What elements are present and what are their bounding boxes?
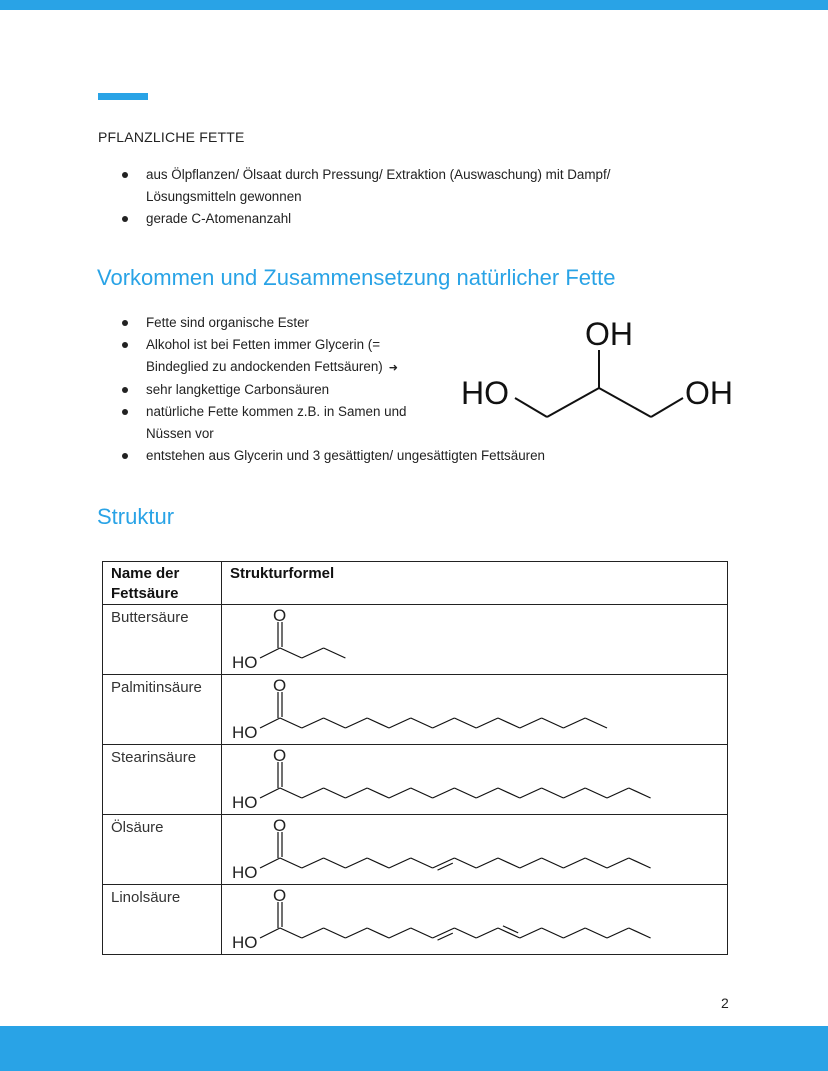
bond-line: [345, 858, 367, 868]
hydroxyl-label: HO: [232, 653, 258, 671]
bond-line: [542, 788, 564, 798]
bond-line: [520, 928, 542, 938]
bond-line: [585, 858, 607, 868]
bond-line: [476, 788, 498, 798]
structural-formula: [222, 885, 727, 951]
heading-struktur: Struktur: [97, 504, 175, 529]
bond-line: [585, 788, 607, 798]
bond-line: [585, 718, 607, 728]
bond-line: [411, 858, 433, 868]
bond-line: [563, 788, 585, 798]
bond-line: [389, 858, 411, 868]
list-item-text: Alkohol ist bei Fetten immer Glycerin (= Bindeglied zu andockenden Fettsäuren): [146, 337, 383, 374]
table-row: [103, 885, 728, 955]
bond-line: [260, 858, 280, 868]
bond-line: [411, 928, 433, 938]
bond-line: [367, 718, 389, 728]
bond-line: [498, 858, 520, 868]
oxygen-label: O: [273, 606, 287, 625]
table-row: [103, 745, 728, 815]
bond-line: [302, 788, 324, 798]
bond-line: [542, 718, 564, 728]
bond-line: [563, 928, 585, 938]
bond-line: [433, 858, 455, 868]
bond-line: [454, 858, 476, 868]
glycerin-bond: [515, 398, 547, 417]
bond-line: [520, 718, 542, 728]
list-item-text: Fette sind organische Ester: [146, 315, 310, 330]
structural-formula: [222, 605, 727, 671]
oxygen-label: O: [273, 746, 287, 765]
bond-line: [542, 928, 564, 938]
hydroxyl-label: HO: [232, 793, 258, 811]
list-item: [122, 334, 446, 379]
structural-formula-cell: [222, 815, 728, 885]
hydroxyl-label: HO: [232, 933, 258, 951]
hydroxyl-label: HO: [232, 723, 258, 741]
pflanzliche-fette-list: [122, 164, 682, 230]
list-item-text: natürliche Fette kommen z.B. in Samen und Nüssen vor: [146, 404, 407, 441]
structural-formula-cell: [222, 885, 728, 955]
bond-line: [367, 788, 389, 798]
header-formula-cell: Strukturformel: [222, 562, 728, 605]
bond-line: [607, 788, 629, 798]
section-accent-mark: [98, 93, 148, 100]
structural-formula: [222, 675, 727, 741]
bond-line: [389, 718, 411, 728]
list-item: aus Ölpflanzen/ Ölsaat durch Pressung/ Extraktion (Auswaschung) mit Dampf/ Lösungsmitteln gewonnen: [122, 164, 682, 208]
arrow-right-icon: ➜: [388, 362, 398, 374]
bond-line: [260, 928, 280, 938]
bond-line: [411, 718, 433, 728]
list-item-text: entstehen aus Glycerin und 3 gesättigten/ ungesättigten Fettsäuren: [146, 448, 546, 463]
bond-line: [629, 858, 651, 868]
bond-line: [476, 928, 498, 938]
bond-line: [302, 648, 324, 658]
structural-formula: [222, 815, 727, 881]
bond-line: [260, 648, 280, 658]
list-item: [122, 445, 682, 467]
bond-line: [324, 718, 346, 728]
list-item: gerade C-Atomenanzahl: [122, 208, 682, 230]
bond-line: [280, 648, 302, 658]
glycerin-ho-left-label: HO: [461, 375, 509, 411]
bond-line: [302, 928, 324, 938]
bond-line: [345, 718, 367, 728]
oxygen-label: O: [273, 676, 287, 695]
bond-line: [629, 928, 651, 938]
fatty-acid-name: Ölsäure: [103, 815, 222, 885]
bond-line: [324, 648, 346, 658]
bond-line: [260, 788, 280, 798]
bond-line: [411, 788, 433, 798]
list-item-text: sehr langkettige Carbonsäuren: [146, 382, 330, 397]
table-row: [103, 675, 728, 745]
bond-line: [607, 928, 629, 938]
bond-line: [476, 858, 498, 868]
section-label-pflanzliche-fette: PFLANZLICHE FETTE: [98, 129, 245, 145]
bond-line: [433, 928, 455, 938]
bond-line: [454, 928, 476, 938]
bond-line: [520, 788, 542, 798]
bond-line: [454, 718, 476, 728]
bond-line: [324, 858, 346, 868]
bond-line: [389, 788, 411, 798]
bond-line: [389, 928, 411, 938]
bond-line: [563, 858, 585, 868]
structural-formula-cell: [222, 605, 728, 675]
fatty-acid-name: Buttersäure: [103, 605, 222, 675]
bond-line: [302, 858, 324, 868]
bond-line: [280, 928, 302, 938]
oxygen-label: O: [273, 886, 287, 905]
glycerin-structure-diagram: [455, 310, 745, 420]
structural-formula: [222, 745, 727, 811]
fatty-acid-name: Linolsäure: [103, 885, 222, 955]
glycerin-bond: [599, 388, 651, 417]
bond-line: [260, 718, 280, 728]
bond-line: [607, 858, 629, 868]
list-item: [122, 401, 446, 445]
table-row: [103, 815, 728, 885]
bond-line: [345, 928, 367, 938]
heading-vorkommen: Vorkommen und Zusammensetzung natürlicher Fette: [97, 265, 616, 290]
bond-line: [498, 788, 520, 798]
table-row: [103, 605, 728, 675]
bond-line: [367, 858, 389, 868]
bond-line: [476, 718, 498, 728]
header-name-cell: Name der Fettsäure: [103, 562, 222, 605]
table-header-row: [103, 562, 728, 605]
bond-line: [454, 788, 476, 798]
bond-line: [563, 718, 585, 728]
hydroxyl-label: HO: [232, 863, 258, 881]
oxygen-label: O: [273, 816, 287, 835]
bond-line: [433, 788, 455, 798]
glycerin-oh-right-label: OH: [685, 375, 733, 411]
bond-line: [520, 858, 542, 868]
fatty-acid-name: Stearinsäure: [103, 745, 222, 815]
bond-line: [280, 858, 302, 868]
bond-line: [629, 788, 651, 798]
glycerin-bond: [651, 398, 683, 417]
structural-formula-cell: [222, 675, 728, 745]
bond-line: [324, 928, 346, 938]
fatty-acid-name: Palmitinsäure: [103, 675, 222, 745]
bond-line: [280, 788, 302, 798]
bond-line: [324, 788, 346, 798]
bond-line: [433, 718, 455, 728]
bond-line: [302, 718, 324, 728]
bond-line: [498, 928, 520, 938]
glycerin-oh-top-label: OH: [585, 316, 633, 352]
bottom-accent-bar: [0, 1026, 828, 1071]
top-accent-bar: [0, 0, 828, 10]
bond-line: [542, 858, 564, 868]
structural-formula-cell: [222, 745, 728, 815]
fatty-acid-table: [102, 561, 728, 955]
bond-line: [280, 718, 302, 728]
bond-line: [585, 928, 607, 938]
page-number: 2: [721, 995, 729, 1011]
glycerin-bond: [547, 388, 599, 417]
bond-line: [367, 928, 389, 938]
bond-line: [345, 788, 367, 798]
bond-line: [498, 718, 520, 728]
